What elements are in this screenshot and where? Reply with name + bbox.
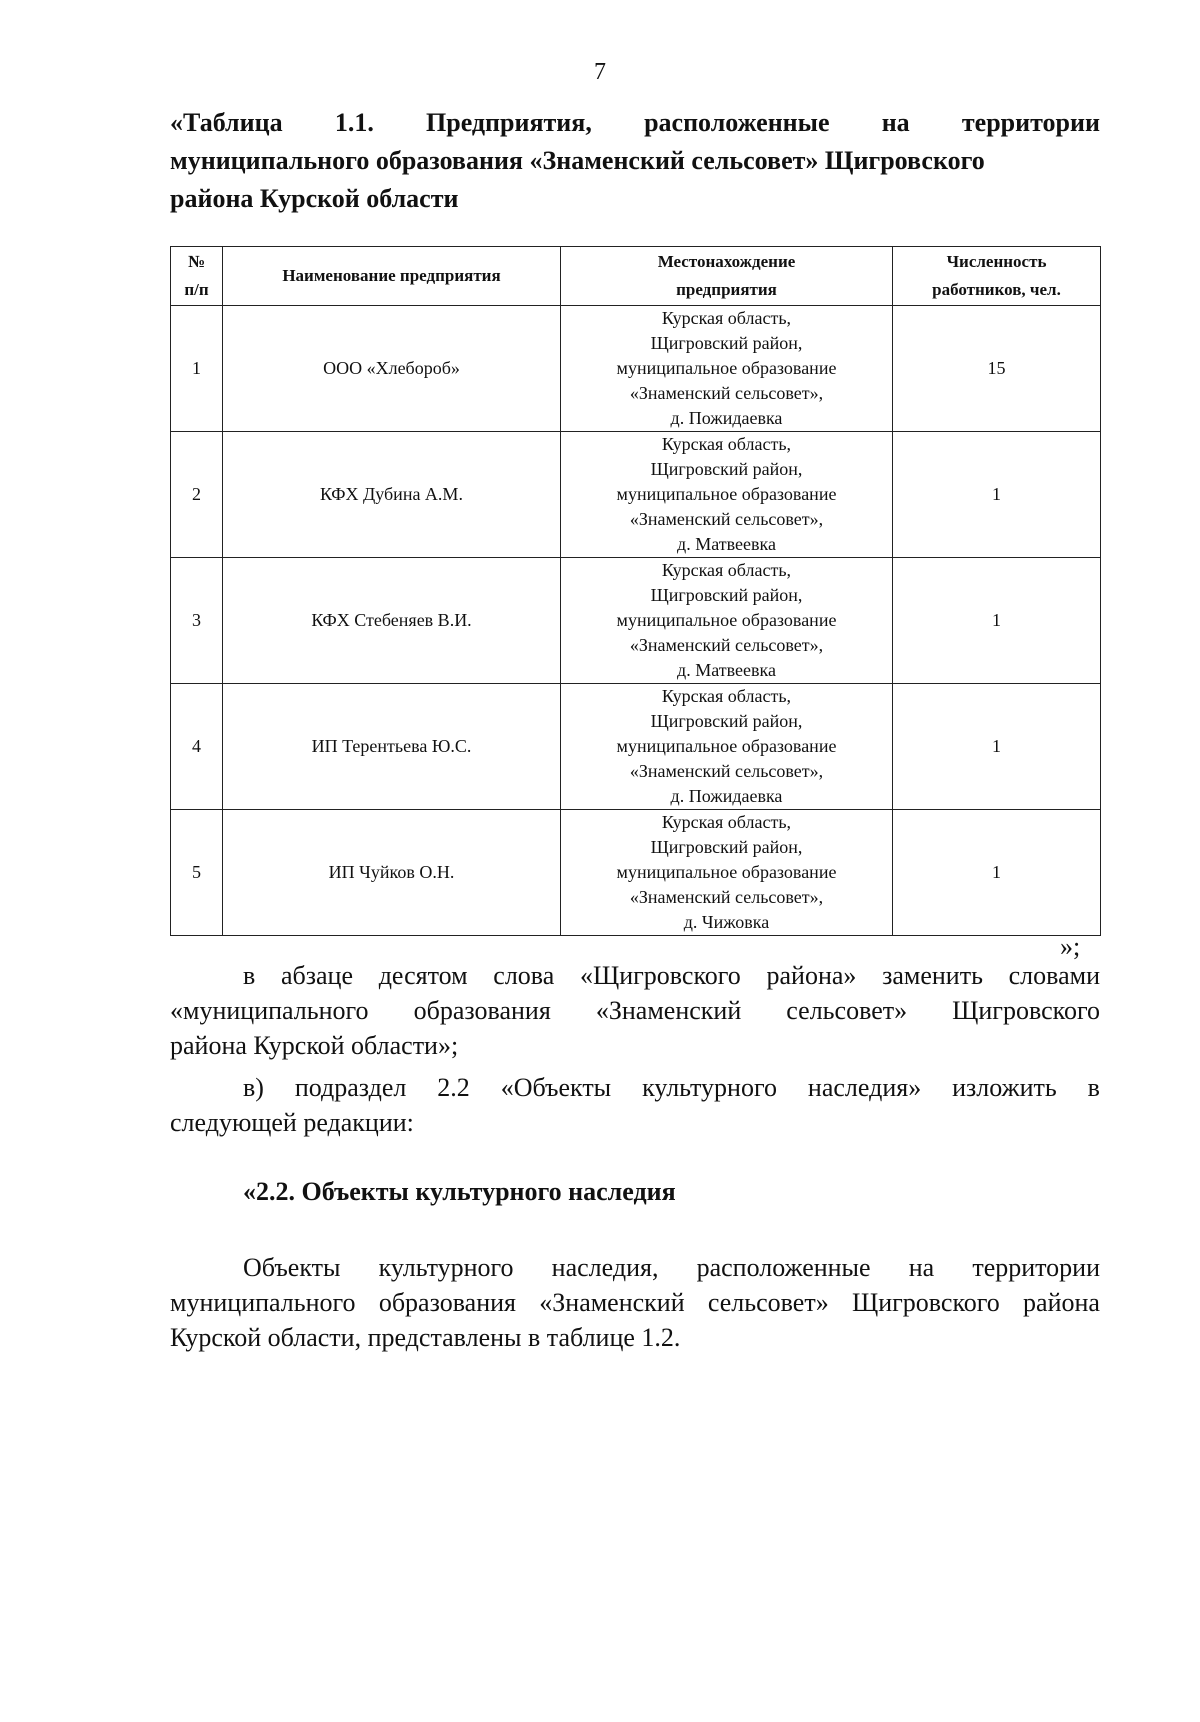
paragraph-heritage-intro	[170, 1250, 1100, 1355]
table-row	[171, 432, 1101, 558]
cell-name: КФХ Стебеняев В.И.	[223, 558, 561, 684]
cell-workers: 1	[893, 810, 1101, 936]
table-caption	[170, 104, 1100, 218]
caption-line-2: муниципального образования «Знаменский сельсовет» Щигровского	[170, 146, 985, 175]
cell-number: 3	[171, 558, 223, 684]
paragraph-line: Объекты культурного наследия, расположенные на территории	[243, 1253, 1100, 1282]
caption-word: территории	[961, 108, 1100, 137]
table-header-row	[171, 247, 1101, 306]
table-row	[171, 306, 1101, 432]
cell-number: 4	[171, 684, 223, 810]
caption-line-3: района Курской области	[170, 184, 459, 213]
paragraph-line: района Курской области»;	[170, 1031, 459, 1060]
caption-word: на	[881, 108, 910, 137]
cell-location: Курская область, Щигровский район, муниципальное образование «Знаменский сельсовет», д. Пожидаевка	[561, 684, 893, 810]
cell-workers: 15	[893, 306, 1101, 432]
cell-number: 5	[171, 810, 223, 936]
cell-number: 2	[171, 432, 223, 558]
cell-number: 1	[171, 306, 223, 432]
paragraph-line: Курской области, представлены в таблице 1.2.	[170, 1323, 681, 1352]
page-number: 7	[594, 59, 606, 85]
caption-word: расположенные	[644, 108, 830, 137]
caption-word: 1.1.	[334, 108, 374, 137]
table-row	[171, 810, 1101, 936]
cell-location: Курская область, Щигровский район, муниципальное образование «Знаменский сельсовет», д. Матвеевка	[561, 558, 893, 684]
cell-location: Курская область, Щигровский район, муниципальное образование «Знаменский сельсовет», д. Чижовка	[561, 810, 893, 936]
paragraph-line: «муниципального образования «Знаменский сельсовет» Щигровского	[170, 996, 1100, 1025]
paragraph-line: в) подраздел 2.2 «Объекты культурного наследия» изложить в	[243, 1073, 1100, 1102]
cell-workers: 1	[893, 432, 1101, 558]
caption-word: «Таблица	[170, 108, 283, 137]
caption-word: Предприятия,	[426, 108, 592, 137]
cell-workers: 1	[893, 684, 1101, 810]
cell-name: КФХ Дубина А.М.	[223, 432, 561, 558]
caption-line-1	[170, 104, 1100, 142]
cell-name: ИП Терентьева Ю.С.	[223, 684, 561, 810]
cell-location: Курская область, Щигровский район, муниципальное образование «Знаменский сельсовет», д. Пожидаевка	[561, 306, 893, 432]
table-closing-quote: »;	[1060, 932, 1081, 961]
table-row	[171, 558, 1101, 684]
header-name: Наименование предприятия	[223, 247, 561, 306]
header-workers: Численность работников, чел.	[893, 247, 1101, 306]
header-location: Местонахождение предприятия	[561, 247, 893, 306]
cell-location: Курская область, Щигровский район, муниципальное образование «Знаменский сельсовет», д. Матвеевка	[561, 432, 893, 558]
paragraph-replace-words	[170, 958, 1100, 1063]
header-number: № п/п	[171, 247, 223, 306]
table-row	[171, 684, 1101, 810]
cell-name: ООО «Хлебороб»	[223, 306, 561, 432]
enterprises-table	[170, 246, 1101, 936]
paragraph-line: следующей редакции:	[170, 1108, 414, 1137]
cell-name: ИП Чуйков О.Н.	[223, 810, 561, 936]
cell-workers: 1	[893, 558, 1101, 684]
section-heading: «2.2. Объекты культурного наследия	[243, 1177, 676, 1206]
paragraph-line: муниципального образования «Знаменский сельсовет» Щигровского района	[170, 1288, 1100, 1317]
paragraph-subsection-edit	[170, 1070, 1100, 1140]
paragraph-line: в абзаце десятом слова «Щигровского района» заменить словами	[243, 961, 1100, 990]
